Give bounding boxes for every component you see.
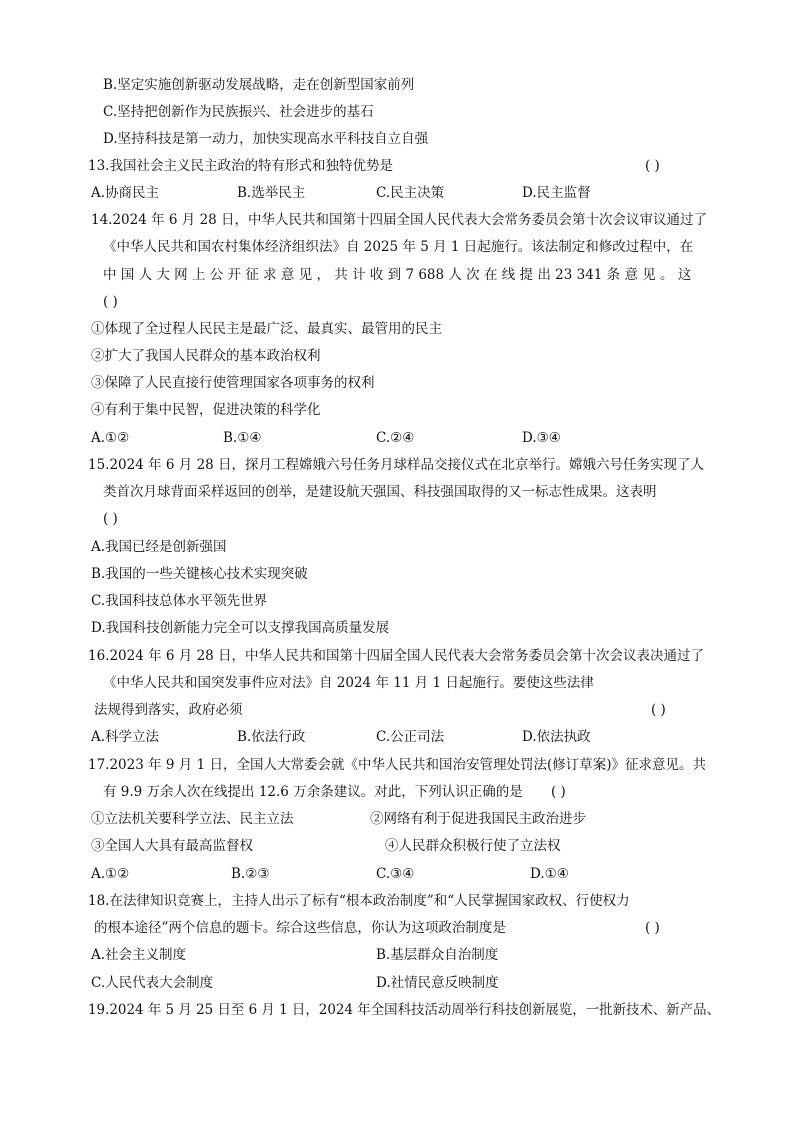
q14-statement-2: ②扩大了我国人民群众的基本政治权利: [91, 348, 321, 364]
q15-answer-paren: ( ): [103, 511, 118, 527]
q13-stem: 13.我国社会主义民主政治的特有形式和独特优势是: [88, 158, 393, 174]
q16-answer-paren: ( ): [651, 702, 666, 718]
q12-option-b: B.坚定实施创新驱动发展战略，走在创新型国家前列: [103, 77, 415, 93]
q13-option-d: D.民主监督: [522, 185, 591, 201]
q17-stem-line2: 有 9.9 万余人次在线提出 12.6 万余条建议。对此，下列认识正确的是: [103, 784, 523, 800]
q17-option-d: D.①④: [530, 866, 569, 882]
q13-option-c: C.民主决策: [376, 185, 445, 201]
q17-option-a: A.①②: [91, 866, 130, 882]
q16-stem-line3: 法规得到落实，政府必须: [94, 702, 243, 718]
q15-stem-line2: 类首次月球背面采样返回的创举，是建设航天强国、科技强国取得的又一标志性成果。这表明: [103, 484, 657, 500]
q17-option-b: B.②③: [231, 866, 270, 882]
q17-statement-1: ①立法机关要科学立法、民主立法: [91, 811, 294, 827]
q14-answer-paren: ( ): [103, 294, 118, 310]
q15-option-c: C.我国科技总体水平领先世界: [91, 593, 268, 609]
q17-statement-3: ③全国人大具有最高监督权: [91, 838, 253, 854]
q18-option-c: C.人民代表大会制度: [91, 975, 214, 991]
q13-answer-paren: ( ): [645, 158, 660, 174]
q18-stem-line2: 的根本途径”两个信息的题卡。综合这些信息，你认为这项政治制度是: [94, 920, 506, 936]
q18-option-d: D.社情民意反映制度: [376, 975, 499, 991]
q13-option-a: A.协商民主: [91, 185, 160, 201]
q15-stem-line1: 15.2024 年 6 月 28 日，探月工程嫦娥六号任务月球样品交接仪式在北京举行。嫦娥六号任务实现了人: [88, 457, 705, 473]
q16-option-a: A.科学立法: [91, 729, 160, 745]
q17-option-c: C.③④: [376, 866, 415, 882]
q17-statement-2: ②网络有利于促进我国民主政治进步: [370, 811, 586, 827]
q17-statement-4: ④人民群众积极行使了立法权: [385, 838, 561, 854]
q16-stem-line2: 《中华人民共和国突发事件应对法》自 2024 年 11 月 1 日起施行。要使这些法律: [103, 675, 594, 691]
q16-option-c: C.公正司法: [376, 729, 445, 745]
q13-option-b: B.选举民主: [237, 185, 306, 201]
q15-option-b: B.我国的一些关键核心技术实现突破: [91, 566, 308, 582]
q12-option-c: C.坚持把创新作为民族振兴、社会进步的基石: [103, 104, 374, 120]
q14-option-a: A.①②: [91, 430, 130, 446]
q16-option-b: B.依法行政: [237, 729, 306, 745]
q18-option-a: A.社会主义制度: [91, 947, 187, 963]
q18-answer-paren: ( ): [645, 920, 660, 936]
q15-option-d: D.我国科技创新能力完全可以支撑我国高质量发展: [91, 620, 390, 636]
q16-stem-line1: 16.2024 年 6 月 28 日，中华人民共和国第十四届全国人民代表大会常务委员会第十次会议表决通过了: [88, 648, 705, 664]
q12-option-d: D.坚持科技是第一动力，加快实现高水平科技自立自强: [103, 131, 429, 147]
q18-option-b: B.基层群众自治制度: [376, 947, 499, 963]
q15-option-a: A.我国已经是创新强国: [91, 539, 227, 555]
q14-statement-4: ④有利于集中民智，促进决策的科学化: [91, 402, 321, 418]
q17-stem-line1: 17.2023 年 9 月 1 日，全国人大常委会就《中华人民共和国治安管理处罚法(修订草案)》征求意见。共: [88, 757, 706, 773]
q19-stem-line1: 19.2024 年 5 月 25 日至 6 月 1 日，2024 年全国科技活动周举行科技创新展览，一批新技术、新产品、: [88, 1002, 721, 1018]
q14-statement-3: ③保障了人民直接行使管理国家各项事务的权利: [91, 375, 375, 391]
q18-stem-line1: 18.在法律知识竞赛上，主持人出示了标有“根本政治制度”和“人民掌握国家政权、行使权力: [88, 893, 630, 909]
q14-stem-line2: 《中华人民共和国农村集体经济组织法》自 2025 年 5 月 1 日起施行。该法制定和修改过程中，在: [103, 239, 694, 255]
q14-option-d: D.③④: [522, 430, 561, 446]
q16-option-d: D.依法执政: [522, 729, 591, 745]
q17-answer-paren: ( ): [551, 784, 566, 800]
q14-option-c: C.②④: [376, 430, 415, 446]
q14-stem-line1: 14.2024 年 6 月 28 日，中华人民共和国第十四届全国人民代表大会常务委员会第十次会议审议通过了: [91, 212, 708, 228]
q14-stem-line3: 中 国 人 大 网 上 公 开 征 求 意 见 ， 共 计 收 到 7 688 人 次 在 线 提 出 23 341 条 意 见 。 这: [103, 267, 692, 283]
q14-option-b: B.①④: [223, 430, 262, 446]
q14-statement-1: ①体现了全过程人民民主是最广泛、最真实、最管用的民主: [91, 321, 442, 337]
